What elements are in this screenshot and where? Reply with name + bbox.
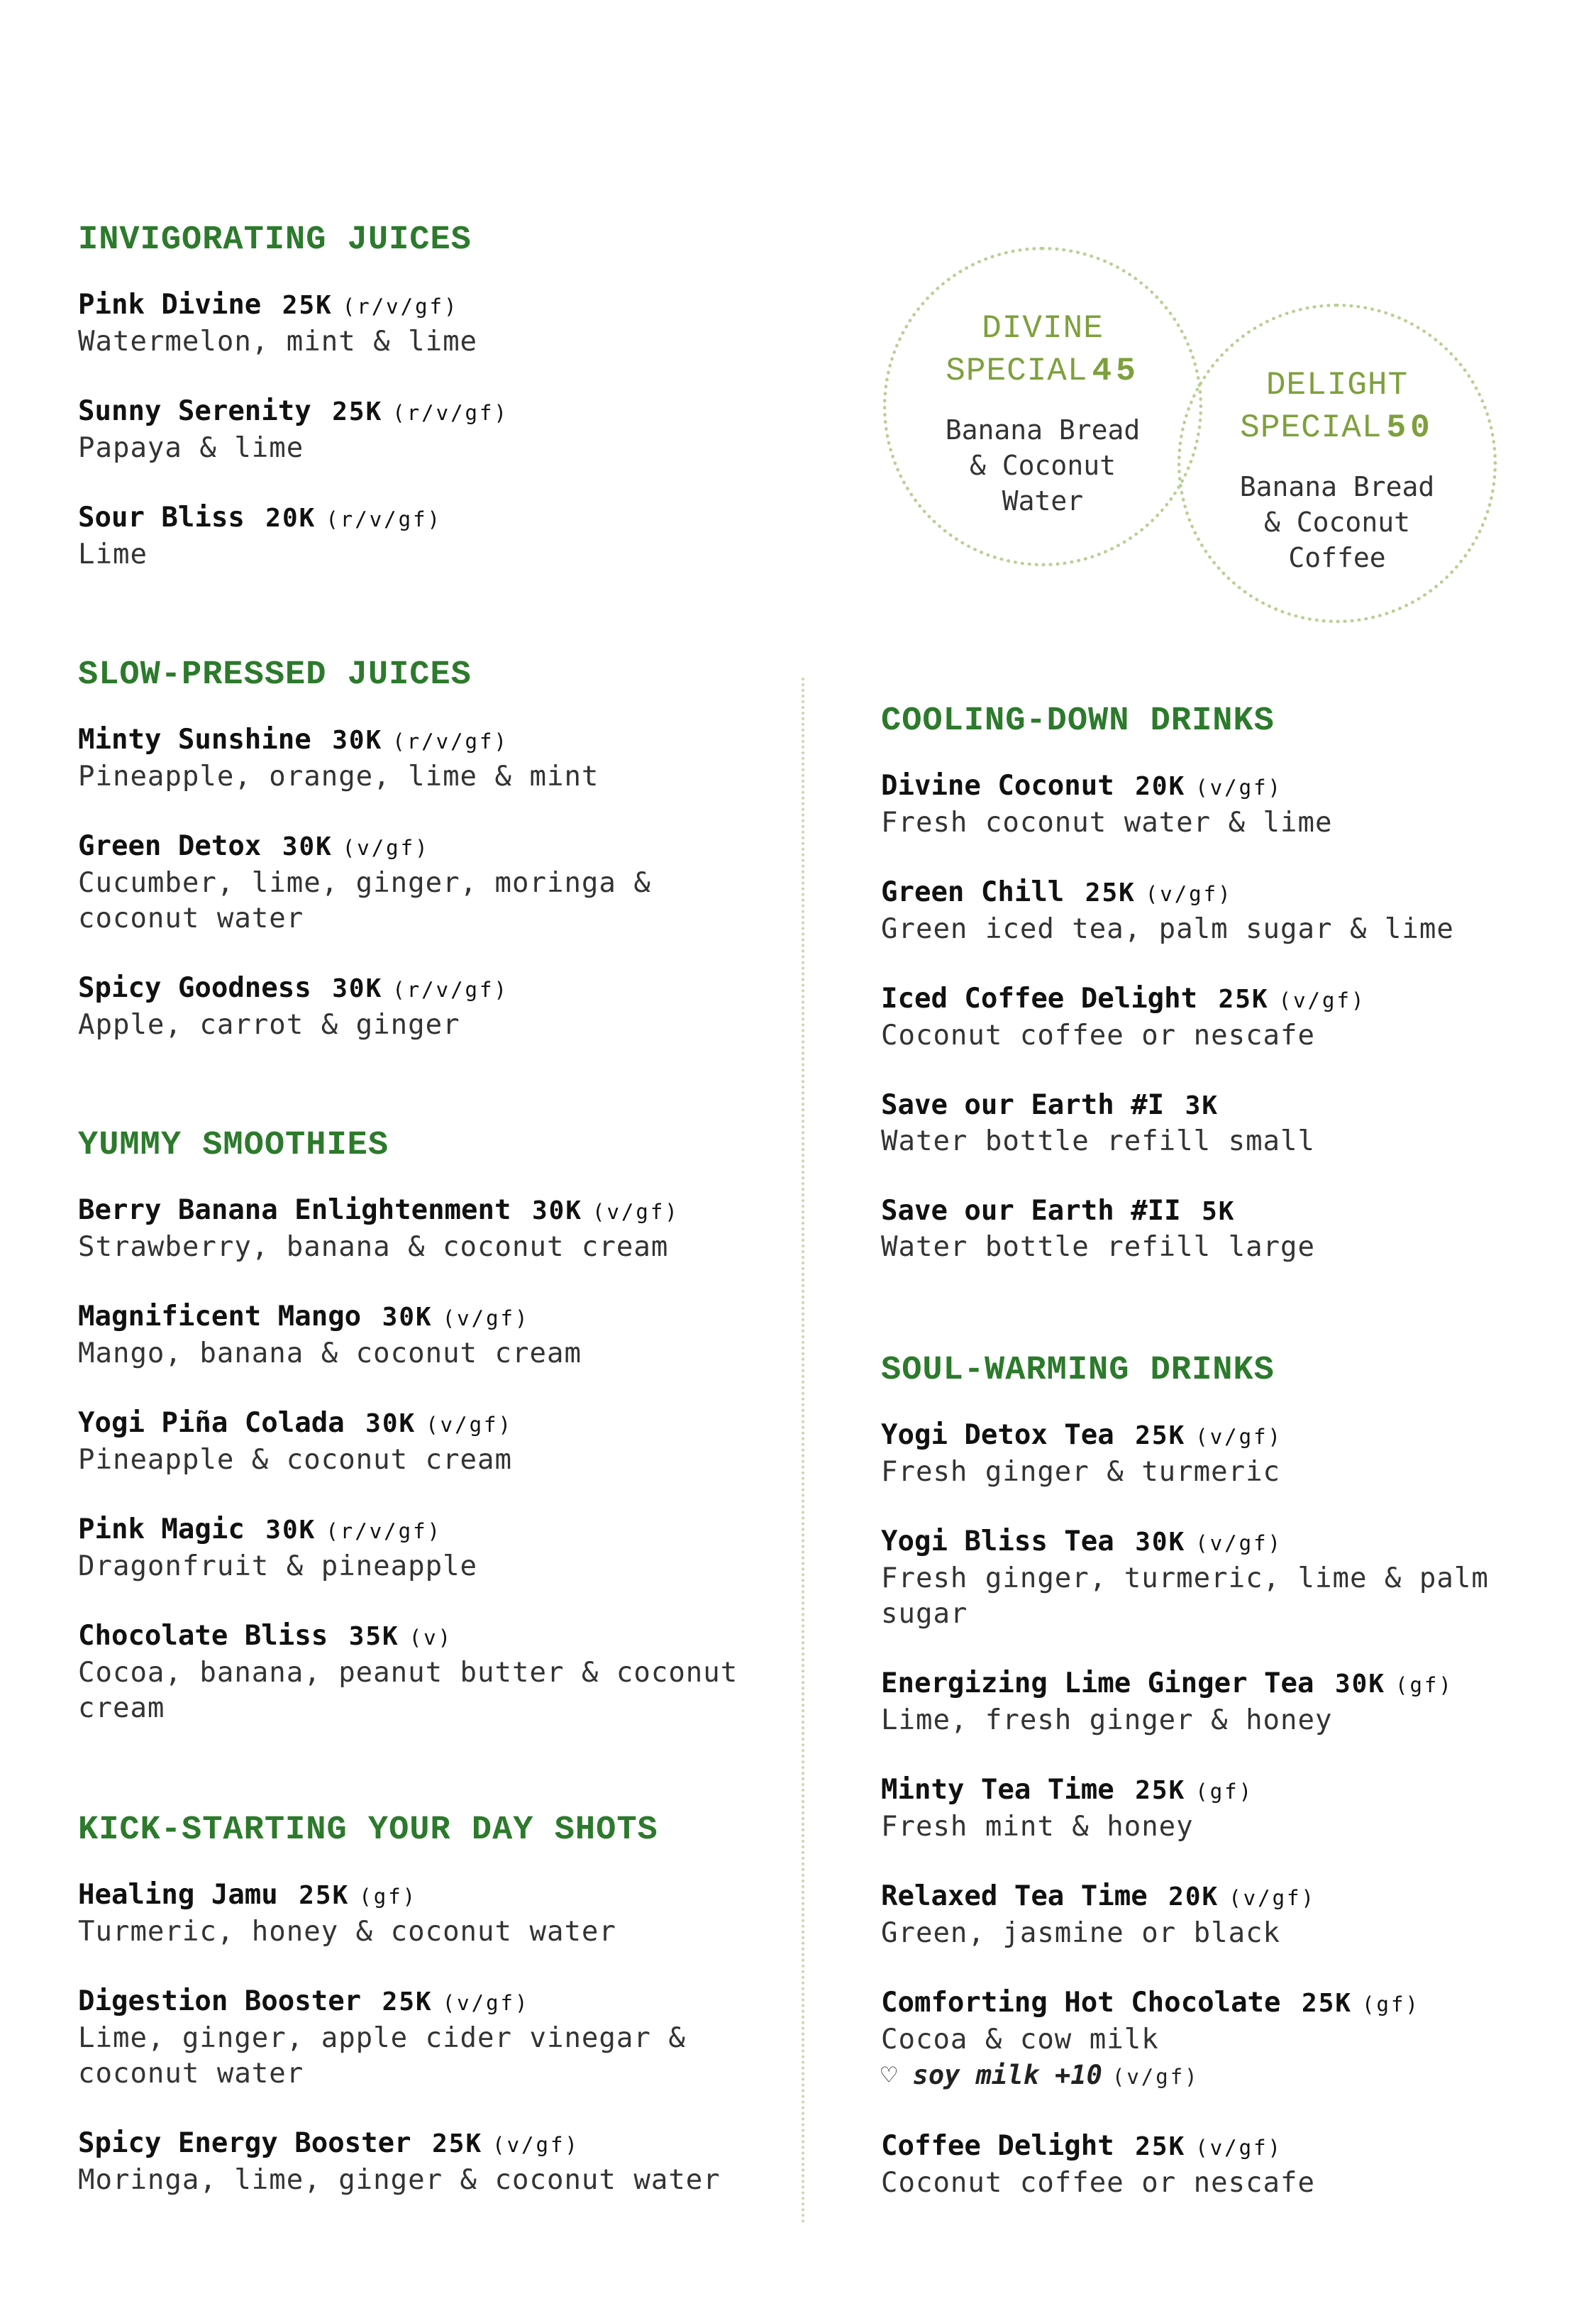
menu-item-heading <box>78 394 787 431</box>
menu-item <box>881 981 1562 1054</box>
menu-item-heading <box>78 971 787 1008</box>
menu-item-heading <box>78 722 787 759</box>
menu-item-dietary-tags: (v/gf) <box>342 836 430 860</box>
menu-item-name: Green Detox <box>78 830 262 862</box>
menu-item-price: 25K <box>1135 1776 1186 1805</box>
menu-item-heading <box>78 1299 787 1336</box>
menu-item-price: 25K <box>382 1987 433 2017</box>
menu-item <box>78 1618 787 1726</box>
menu-item-heading <box>78 829 787 866</box>
menu-item-heading <box>881 1524 1562 1561</box>
divine-special-circle <box>883 247 1202 566</box>
menu-item-price: 30K <box>1135 1528 1186 1557</box>
menu-item-description: Coconut coffee or nescafe <box>881 1020 1315 1052</box>
menu-item <box>881 1088 1562 1159</box>
menu-item-price: 20K <box>1135 772 1186 801</box>
menu-item-description: Green iced tea, palm sugar & lime <box>881 913 1454 945</box>
menu-item <box>881 1985 1562 2095</box>
menu-item-description: Cocoa, banana, peanut butter & coconut cream <box>78 1657 738 1724</box>
menu-item-dietary-tags: (gf) <box>1395 1673 1453 1697</box>
menu-item-dietary-tags: (v/gf) <box>426 1413 513 1437</box>
menu-item-price: 25K <box>432 2129 483 2158</box>
item-list <box>78 287 787 573</box>
menu-item-dietary-tags: (v/gf) <box>1195 2136 1283 2160</box>
menu-item-description: Turmeric, honey & coconut water <box>78 1916 616 1948</box>
section-title: SOUL-WARMING DRINKS <box>881 1352 1275 1389</box>
menu-item-heading <box>78 1406 787 1442</box>
menu-item <box>881 768 1562 841</box>
section-title: SLOW-PRESSED JUICES <box>78 656 472 694</box>
menu-item-heading <box>881 1879 1562 1916</box>
menu-item <box>78 500 787 573</box>
menu-item-name: Save our Earth #I <box>881 1089 1165 1121</box>
section-title: INVIGORATING JUICES <box>78 221 472 259</box>
menu-item-heading <box>881 1666 1562 1703</box>
menu-item-description: Pineapple & coconut cream <box>78 1444 512 1476</box>
menu-item-description: Watermelon, mint & lime <box>78 326 478 358</box>
item-list <box>78 1877 787 2198</box>
menu-item-name: Relaxed Tea Time <box>881 1880 1148 1912</box>
menu-item-price: 30K <box>265 1516 316 1545</box>
menu-item-heading <box>881 1772 1562 1809</box>
menu-item-name: Berry Banana Enlightenment <box>78 1194 511 1226</box>
menu-item <box>78 1193 787 1265</box>
menu-item-heading <box>78 287 787 324</box>
menu-item-description: Moringa, lime, ginger & coconut water <box>78 2164 721 2196</box>
menu-item <box>78 1877 787 1950</box>
menu-item-dietary-tags: (v/gf) <box>1278 988 1366 1013</box>
menu-item-option <box>881 2058 1562 2095</box>
delight-special-title: DELIGHT SPECIAL 50 <box>1240 367 1434 446</box>
menu-item <box>881 1772 1562 1845</box>
menu-item-price: 30K <box>1334 1670 1385 1699</box>
menu-item-price: 25K <box>1085 878 1136 907</box>
menu-item-dietary-tags: (r/v/gf) <box>326 1519 443 1543</box>
menu-item-price: 30K <box>382 1303 433 1332</box>
menu-item-dietary-tags: (v) <box>409 1626 453 1650</box>
menu-item-price: 30K <box>332 974 383 1003</box>
menu-item-dietary-tags: (v/gf) <box>442 1991 530 2015</box>
menu-item-description: Fresh ginger & turmeric <box>881 1456 1281 1488</box>
column-divider <box>802 678 804 2224</box>
item-list <box>881 1418 1562 2201</box>
menu-item-name: Divine Coconut <box>881 770 1114 802</box>
menu-item-price: 25K <box>1302 1989 1353 2018</box>
menu-item <box>881 1418 1562 1490</box>
menu-item <box>881 1524 1562 1632</box>
menu-item-heading <box>78 1512 787 1549</box>
delight-special-circle <box>1177 304 1497 623</box>
section-title: YUMMY SMOOTHIES <box>78 1127 389 1164</box>
menu-item-description: Water bottle refill large <box>881 1231 1315 1263</box>
menu-item <box>78 722 787 795</box>
menu-item-description: Cucumber, lime, ginger, moringa & coconut water <box>78 867 651 934</box>
section-invigorating-juices <box>78 221 787 607</box>
menu-item-dietary-tags: (r/v/gf) <box>392 401 509 425</box>
menu-item-description: Fresh mint & honey <box>881 1811 1194 1843</box>
menu-item-heading <box>881 768 1562 805</box>
menu-item <box>881 875 1562 947</box>
menu-item <box>881 2129 1562 2201</box>
menu-item-name: Save our Earth #II <box>881 1195 1181 1227</box>
menu-item-description: Mango, banana & coconut cream <box>78 1337 582 1369</box>
section-slow-pressed-juices <box>78 656 787 1077</box>
menu-item-price: 30K <box>332 726 383 755</box>
menu-item-description: Coconut coffee or nescafe <box>881 2167 1315 2199</box>
delight-special-description: Banana Bread & Coconut Coffee <box>1239 471 1435 573</box>
menu-item-heading <box>78 1193 787 1230</box>
menu-item-price: 3K <box>1185 1091 1219 1120</box>
section-soul-warming-drinks <box>881 1352 1562 2235</box>
item-list <box>881 768 1562 1265</box>
menu-item-heading <box>78 1877 787 1914</box>
divine-special-price: 45 <box>1092 353 1140 390</box>
menu-item-description: Fresh coconut water & lime <box>881 807 1333 839</box>
menu-item-description: Papaya & lime <box>78 432 304 464</box>
menu-item-name: Iced Coffee Delight <box>881 983 1198 1015</box>
delight-special-price: 50 <box>1386 409 1434 446</box>
menu-item-description: Dragonfruit & pineapple <box>78 1550 478 1582</box>
menu-item-dietary-tags: (v/gf) <box>1229 1886 1316 1910</box>
menu-item-heading <box>881 1193 1562 1230</box>
menu-item-price: 25K <box>299 1881 350 1910</box>
menu-item-name: Minty Sunshine <box>78 724 311 756</box>
menu-item-dietary-tags: (v/gf) <box>1195 1425 1283 1449</box>
menu-item-price: 25K <box>332 397 383 426</box>
menu-item-price: 25K <box>282 291 333 320</box>
menu-item-heading <box>881 1985 1562 2022</box>
menu-item-name: Sunny Serenity <box>78 395 311 427</box>
menu-item-description: Fresh ginger, turmeric, lime & palm sugar <box>881 1562 1489 1630</box>
menu-item-dietary-tags: (r/v/gf) <box>342 294 459 319</box>
menu-item <box>78 1984 787 2092</box>
menu-item-option-label: ♡ soy milk +10 <box>881 2060 1102 2090</box>
menu-item <box>78 1512 787 1584</box>
menu-item-name: Yogi Piña Colada <box>78 1407 345 1439</box>
menu-item-name: Green Chill <box>881 876 1065 908</box>
menu-item-heading <box>78 500 787 537</box>
section-cooling-down-drinks <box>881 702 1562 1299</box>
menu-item-description: Lime <box>78 539 148 570</box>
menu-item-option-tags: (v/gf) <box>1112 2065 1199 2089</box>
menu-item <box>78 2126 787 2198</box>
menu-item-dietary-tags: (gf) <box>1195 1780 1254 1804</box>
menu-item-name: Energizing Lime Ginger Tea <box>881 1667 1314 1699</box>
menu-item-dietary-tags: (gf) <box>359 1885 418 1909</box>
menu-item-heading <box>881 875 1562 912</box>
menu-item-dietary-tags: (v/gf) <box>1195 776 1283 800</box>
menu-item-description: Pineapple, orange, lime & mint <box>78 761 599 793</box>
menu-item-price: 25K <box>1218 985 1269 1014</box>
menu-item-dietary-tags: (v/gf) <box>1195 1531 1283 1555</box>
menu-item <box>881 1193 1562 1265</box>
menu-item-description: Cocoa & cow milk <box>881 2024 1159 2056</box>
menu-item-dietary-tags: (v/gf) <box>1145 882 1233 906</box>
menu-item <box>881 1879 1562 1951</box>
section-yummy-smoothies <box>78 1127 787 1760</box>
menu-item-name: Spicy Goodness <box>78 972 311 1004</box>
menu-item-heading <box>881 1418 1562 1455</box>
menu-item-description: Water bottle refill small <box>881 1125 1315 1157</box>
section-title: KICK-STARTING YOUR DAY SHOTS <box>78 1811 658 1849</box>
menu-item-price: 25K <box>1135 2132 1186 2161</box>
menu-item-dietary-tags: (v/gf) <box>592 1200 680 1224</box>
divine-special-title: DIVINE SPECIAL 45 <box>946 310 1140 390</box>
menu-item-name: Healing Jamu <box>78 1879 278 1911</box>
menu-item-heading <box>881 1088 1562 1124</box>
menu-item-dietary-tags: (r/v/gf) <box>392 978 509 1002</box>
menu-item-name: Pink Divine <box>78 289 262 321</box>
menu-item-name: Comforting Hot Chocolate <box>881 1987 1281 2019</box>
menu-item-price: 5K <box>1202 1197 1236 1226</box>
menu-item <box>78 829 787 937</box>
menu-item-name: Yogi Detox Tea <box>881 1419 1114 1451</box>
menu-item-description: Green, jasmine or black <box>881 1917 1281 1949</box>
menu-item-price: 35K <box>348 1622 399 1651</box>
menu-item <box>78 1299 787 1372</box>
menu-item <box>78 971 787 1043</box>
menu-item-name: Sour Bliss <box>78 502 245 534</box>
menu-item-price: 20K <box>265 504 316 533</box>
menu-item <box>78 287 787 360</box>
menu-item-price: 30K <box>531 1196 582 1225</box>
menu-item-heading <box>78 1984 787 2021</box>
menu-item-dietary-tags: (v/gf) <box>492 2133 580 2157</box>
menu-item-heading <box>881 981 1562 1018</box>
menu-item-dietary-tags: (v/gf) <box>442 1306 530 1330</box>
item-list <box>78 1193 787 1726</box>
menu-item-name: Magnificent Mango <box>78 1301 362 1333</box>
menu-item-price: 25K <box>1135 1421 1186 1450</box>
menu-item-heading <box>881 2129 1562 2166</box>
menu-item-name: Minty Tea Time <box>881 1774 1114 1806</box>
menu-item-dietary-tags: (r/v/gf) <box>326 507 443 531</box>
divine-special-description: Banana Bread & Coconut Water <box>945 414 1141 517</box>
menu-item <box>881 1666 1562 1738</box>
section-day-shots <box>78 1811 787 2232</box>
item-list <box>78 722 787 1043</box>
menu-item-name: Coffee Delight <box>881 2130 1114 2162</box>
menu-item-price: 30K <box>365 1409 416 1438</box>
menu-item-dietary-tags: (r/v/gf) <box>392 729 509 754</box>
menu-item-dietary-tags: (gf) <box>1362 1992 1420 2017</box>
menu-item-name: Spicy Energy Booster <box>78 2127 411 2159</box>
menu-item-description: Lime, ginger, apple cider vinegar & coconut water <box>78 2022 686 2090</box>
menu-item-name: Digestion Booster <box>78 1985 362 2017</box>
menu-item-heading <box>78 2126 787 2163</box>
menu-item-price: 30K <box>282 832 333 861</box>
menu-item <box>78 394 787 466</box>
menu-item-name: Yogi Bliss Tea <box>881 1526 1114 1557</box>
menu-item-description: Lime, fresh ginger & honey <box>881 1704 1333 1736</box>
menu-item-description: Apple, carrot & ginger <box>78 1009 460 1041</box>
menu-item-heading <box>78 1618 787 1655</box>
section-title: COOLING-DOWN DRINKS <box>881 702 1275 740</box>
menu-item-name: Pink Magic <box>78 1513 245 1545</box>
menu-item <box>78 1406 787 1478</box>
menu-item-price: 20K <box>1168 1882 1219 1911</box>
menu-item-description: Strawberry, banana & coconut cream <box>78 1231 669 1263</box>
menu-item-name: Chocolate Bliss <box>78 1620 328 1652</box>
